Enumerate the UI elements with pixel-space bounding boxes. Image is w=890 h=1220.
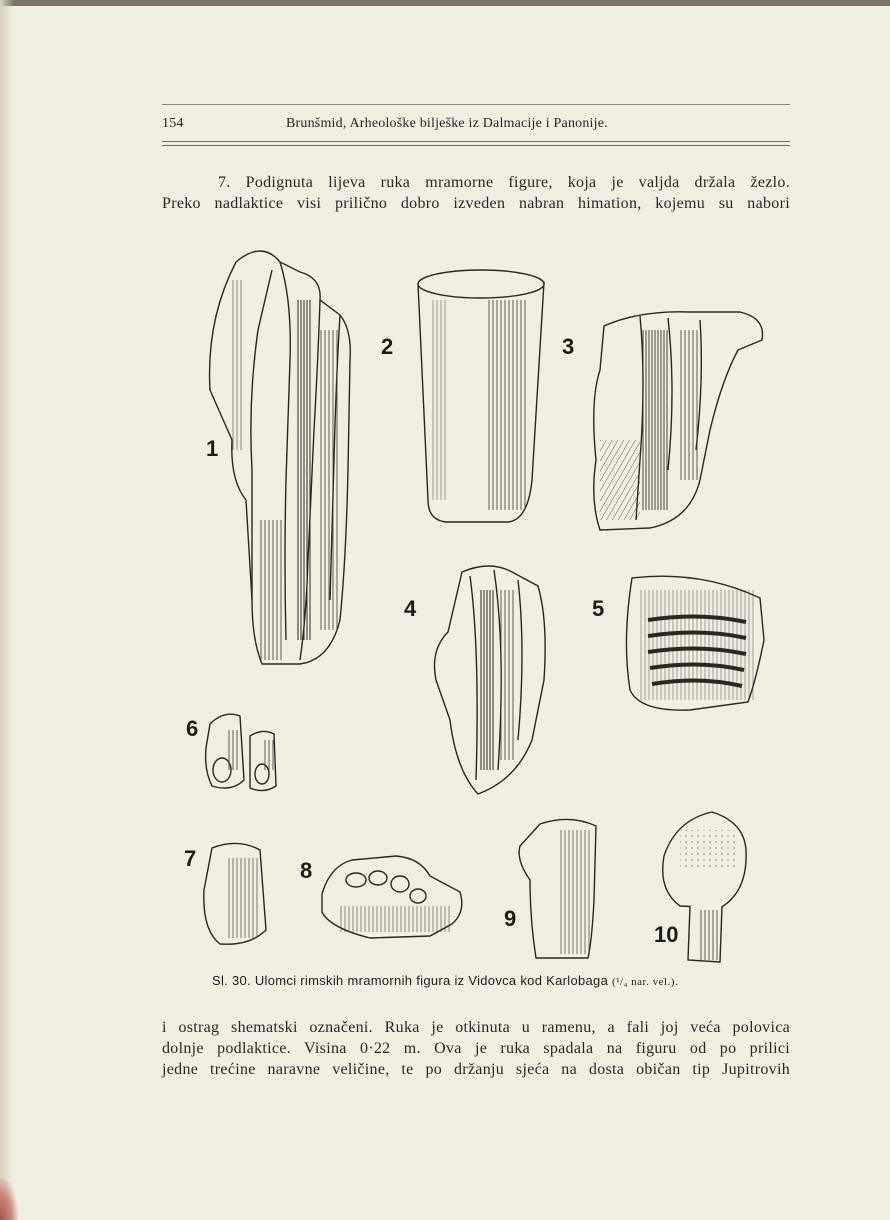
- fragment-4: [435, 566, 546, 794]
- running-title: Brunšmid, Arheološke bilješke iz Dalmacije i Panonije.: [286, 116, 608, 131]
- caption-scale: (¹/₄ nar. vel.).: [612, 976, 679, 988]
- figure-label-7: 7: [184, 846, 197, 871]
- paragraph-bottom: [162, 1017, 790, 1080]
- text-line: jedne trećine naravne veličine, te po držanju sjeća na dosta običan tip Jupitrovih: [162, 1061, 790, 1078]
- figure-label-5: 5: [592, 596, 605, 621]
- text-line: Preko nadlaktice visi prilično dobro izveden nabran himation, kojemu su nabori: [162, 195, 790, 212]
- fragment-7: [204, 843, 266, 944]
- figure-caption: [212, 973, 752, 993]
- fragment-1: [210, 251, 351, 664]
- figure-label-9: 9: [504, 906, 517, 931]
- figure-label-3: 3: [562, 334, 575, 359]
- text-line: dolnje podlaktice. Visina 0·22 m. Ova je ruka spadala na figuru od po prilici: [162, 1040, 790, 1057]
- fragment-5: [626, 576, 764, 710]
- fragment-9: [519, 819, 596, 958]
- figure-label-1: 1: [206, 436, 219, 461]
- figure-label-10: 10: [654, 922, 679, 947]
- page-number: 154: [162, 116, 184, 131]
- fragment-3: [594, 312, 763, 530]
- figure-label-2: 2: [381, 334, 394, 359]
- text-line: i ostrag shematski označeni. Ruka je otkinuta u ramenu, a fali joj veća polovica: [162, 1019, 790, 1036]
- fragment-6: [206, 714, 276, 790]
- caption-text: Sl. 30. Ulomci rimskih mramornih figura iz Vidovca kod Karlobaga: [212, 973, 609, 988]
- fragment-2: [418, 270, 544, 522]
- fragment-8: [322, 856, 462, 938]
- figure-label-4: 4: [404, 596, 417, 621]
- text-line: 7. Podignuta lijeva ruka mramorne figure, koja je valjda držala žezlo.: [218, 174, 790, 191]
- figure-label-6: 6: [186, 716, 199, 741]
- figure-label-8: 8: [300, 858, 313, 883]
